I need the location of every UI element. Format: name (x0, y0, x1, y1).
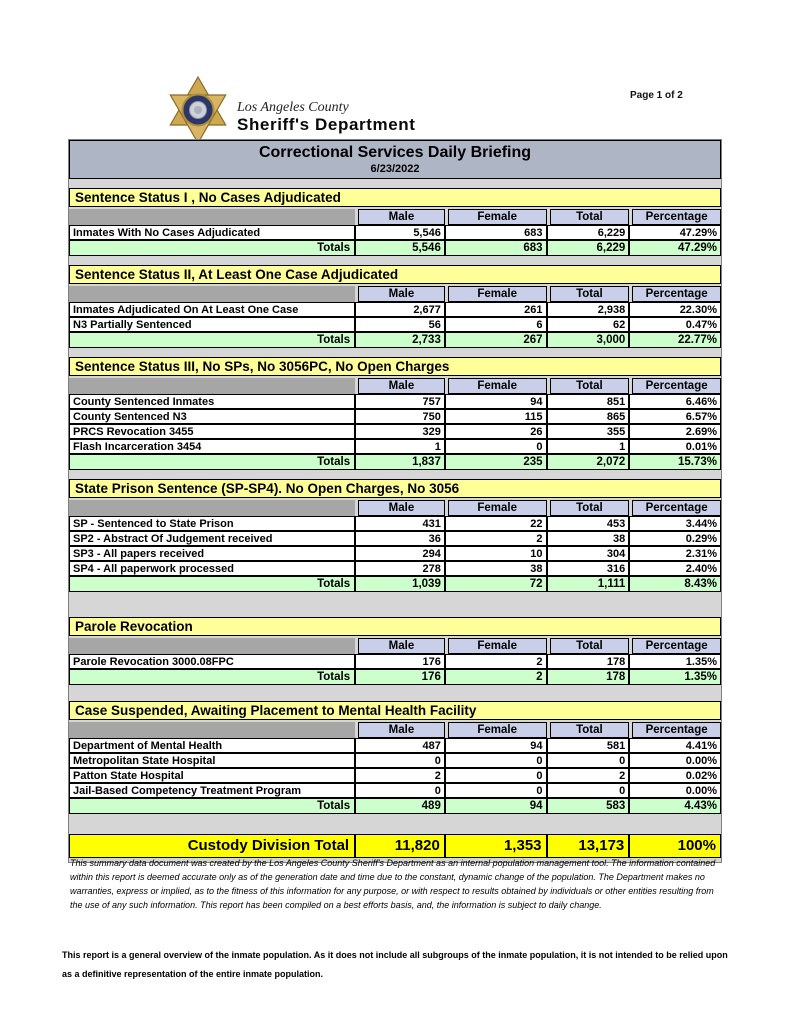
column-header-male: Male (358, 638, 445, 654)
column-header-percentage: Percentage (632, 500, 721, 516)
totals-label: Totals (69, 332, 355, 348)
column-header-total: Total (550, 722, 630, 738)
agency-county: Los Angeles County (237, 100, 349, 115)
table-row (69, 516, 721, 531)
row-label: Inmates With No Cases Adjudicated (69, 225, 355, 240)
row-label: Department of Mental Health (69, 738, 355, 753)
section-rows (69, 302, 721, 332)
cell-male: 0 (355, 783, 445, 798)
totals-male: 1,039 (355, 576, 445, 592)
totals-female: 267 (445, 332, 547, 348)
totals-label: Totals (69, 454, 355, 470)
column-header-row (69, 286, 721, 302)
cell-male: 176 (355, 654, 445, 669)
totals-female: 94 (445, 798, 547, 814)
section-rows (69, 225, 721, 240)
totals-percentage: 1.35% (629, 669, 721, 685)
cell-male: 5,546 (355, 225, 445, 240)
cell-percentage: 47.29% (629, 225, 721, 240)
cell-total: 6,229 (547, 225, 630, 240)
report-date: 6/23/2022 (370, 163, 420, 175)
totals-percentage: 47.29% (629, 240, 721, 256)
table-row (69, 424, 721, 439)
cell-female: 261 (445, 302, 547, 317)
column-header-spacer (69, 500, 355, 516)
table-row (69, 317, 721, 332)
cell-percentage: 0.02% (629, 768, 721, 783)
cell-total: 304 (547, 546, 630, 561)
cell-percentage: 22.30% (629, 302, 721, 317)
totals-female: 683 (445, 240, 547, 256)
column-header-spacer (69, 638, 355, 654)
cell-male: 56 (355, 317, 445, 332)
column-header-female: Female (448, 286, 547, 302)
column-header-row (69, 500, 721, 516)
column-header-total: Total (550, 286, 630, 302)
totals-label: Totals (69, 576, 355, 592)
totals-female: 235 (445, 454, 547, 470)
cell-male: 0 (355, 753, 445, 768)
grand-total-female: 1,353 (445, 834, 547, 858)
cell-female: 0 (445, 783, 547, 798)
cell-total: 2,938 (547, 302, 630, 317)
agency-name (237, 90, 416, 135)
section-heading: Parole Revocation (69, 617, 721, 636)
totals-label: Totals (69, 798, 355, 814)
table-row (69, 738, 721, 753)
section (69, 357, 721, 470)
disclaimer-text: This summary data document was created by the Los Angeles County Sheriff's Department as an internal population management tool. The information contained within this report is deemed accurate only as of the generation date and time due to the constant, dynamic change of the population. The Department makes no warranties, express or implied, as to the fitness of this information for any purpose, or with respect to results obtained by individuals or other entities resulting from the use of any such information. This report has been compiled on a best efforts basis, and, the information is subject to daily change. (70, 858, 716, 910)
totals-percentage: 22.77% (629, 332, 721, 348)
row-label: SP - Sentenced to State Prison (69, 516, 355, 531)
section (69, 265, 721, 348)
cell-total: 1 (547, 439, 630, 454)
column-header-female: Female (448, 722, 547, 738)
cell-percentage: 2.69% (629, 424, 721, 439)
cell-percentage: 2.31% (629, 546, 721, 561)
cell-total: 0 (547, 753, 630, 768)
totals-row (69, 576, 721, 592)
column-header-row (69, 209, 721, 225)
totals-label: Totals (69, 240, 355, 256)
column-header-spacer (69, 378, 355, 394)
cell-percentage: 0.01% (629, 439, 721, 454)
totals-row (69, 454, 721, 470)
section-heading: State Prison Sentence (SP-SP4). No Open Charges, No 3056 (69, 479, 721, 498)
cell-male: 757 (355, 394, 445, 409)
cell-total: 316 (547, 561, 630, 576)
section-heading: Case Suspended, Awaiting Placement to Mental Health Facility (69, 701, 721, 720)
column-header-total: Total (550, 378, 630, 394)
table-row (69, 783, 721, 798)
column-header-total: Total (550, 500, 630, 516)
totals-male: 2,733 (355, 332, 445, 348)
row-label: Metropolitan State Hospital (69, 753, 355, 768)
row-label: Inmates Adjudicated On At Least One Case (69, 302, 355, 317)
column-header-spacer (69, 209, 355, 225)
totals-total: 6,229 (547, 240, 630, 256)
cell-total: 851 (547, 394, 630, 409)
column-header-row (69, 722, 721, 738)
cell-female: 2 (445, 531, 547, 546)
cell-female: 22 (445, 516, 547, 531)
section-rows (69, 738, 721, 798)
section (69, 479, 721, 592)
note-text: This report is a general overview of the inmate population. As it does not include all subgroups of the inmate population, it is not intended to be relied upon as a definitive representation of the entire inmate population. (62, 950, 728, 979)
cell-male: 487 (355, 738, 445, 753)
table-row (69, 409, 721, 424)
column-header-total: Total (550, 638, 630, 654)
totals-total: 178 (547, 669, 630, 685)
row-label: County Sentenced N3 (69, 409, 355, 424)
table-row (69, 654, 721, 669)
cell-percentage: 3.44% (629, 516, 721, 531)
column-header-spacer (69, 722, 355, 738)
table-row (69, 225, 721, 240)
totals-male: 1,837 (355, 454, 445, 470)
totals-male: 5,546 (355, 240, 445, 256)
cell-total: 0 (547, 783, 630, 798)
section (69, 188, 721, 256)
row-label: Patton State Hospital (69, 768, 355, 783)
grand-total-row (69, 834, 721, 858)
table-row (69, 753, 721, 768)
agency-department: Sheriff's Department (237, 115, 416, 134)
row-label: SP3 - All papers received (69, 546, 355, 561)
row-label: Jail-Based Competency Treatment Program (69, 783, 355, 798)
column-header-male: Male (358, 286, 445, 302)
column-header-percentage: Percentage (632, 638, 721, 654)
totals-total: 1,111 (547, 576, 630, 592)
cell-percentage: 6.46% (629, 394, 721, 409)
cell-male: 431 (355, 516, 445, 531)
cell-male: 2 (355, 768, 445, 783)
row-label: Parole Revocation 3000.08FPC (69, 654, 355, 669)
row-label: SP4 - All paperwork processed (69, 561, 355, 576)
cell-male: 278 (355, 561, 445, 576)
column-header-female: Female (448, 638, 547, 654)
totals-total: 3,000 (547, 332, 630, 348)
totals-total: 2,072 (547, 454, 630, 470)
cell-female: 115 (445, 409, 547, 424)
totals-male: 176 (355, 669, 445, 685)
column-header-row (69, 378, 721, 394)
cell-female: 683 (445, 225, 547, 240)
totals-label: Totals (69, 669, 355, 685)
row-label: SP2 - Abstract Of Judgement received (69, 531, 355, 546)
cell-percentage: 0.29% (629, 531, 721, 546)
cell-female: 10 (445, 546, 547, 561)
section-rows (69, 516, 721, 576)
totals-female: 72 (445, 576, 547, 592)
column-header-female: Female (448, 378, 547, 394)
totals-row (69, 332, 721, 348)
grand-total-percentage: 100% (629, 834, 721, 858)
column-header-total: Total (550, 209, 630, 225)
column-header-male: Male (358, 500, 445, 516)
report-title-bar (69, 140, 721, 179)
cell-total: 38 (547, 531, 630, 546)
column-header-row (69, 638, 721, 654)
section (69, 617, 721, 685)
cell-male: 329 (355, 424, 445, 439)
table-row (69, 546, 721, 561)
row-label: County Sentenced Inmates (69, 394, 355, 409)
cell-male: 2,677 (355, 302, 445, 317)
cell-total: 453 (547, 516, 630, 531)
section-heading: Sentence Status II, At Least One Case Adjudicated (69, 265, 721, 284)
report-title: Correctional Services Daily Briefing (258, 144, 532, 161)
cell-percentage: 4.41% (629, 738, 721, 753)
column-header-spacer (69, 286, 355, 302)
column-header-percentage: Percentage (632, 378, 721, 394)
cell-female: 38 (445, 561, 547, 576)
grand-total-label: Custody Division Total (69, 834, 355, 858)
grand-total-total: 13,173 (547, 834, 630, 858)
column-header-percentage: Percentage (632, 209, 721, 225)
totals-row (69, 798, 721, 814)
sections (69, 188, 721, 814)
cell-percentage: 1.35% (629, 654, 721, 669)
table-row (69, 531, 721, 546)
totals-row (69, 669, 721, 685)
cell-female: 94 (445, 738, 547, 753)
section-heading: Sentence Status III, No SPs, No 3056PC, No Open Charges (69, 357, 721, 376)
column-header-percentage: Percentage (632, 286, 721, 302)
cell-female: 94 (445, 394, 547, 409)
table-row (69, 439, 721, 454)
totals-percentage: 4.43% (629, 798, 721, 814)
row-label: PRCS Revocation 3455 (69, 424, 355, 439)
row-label: Flash Incarceration 3454 (69, 439, 355, 454)
cell-female: 0 (445, 753, 547, 768)
column-header-male: Male (358, 209, 445, 225)
totals-total: 583 (547, 798, 630, 814)
column-header-female: Female (448, 209, 547, 225)
cell-total: 178 (547, 654, 630, 669)
cell-male: 1 (355, 439, 445, 454)
table-row (69, 561, 721, 576)
cell-total: 62 (547, 317, 630, 332)
section-rows (69, 394, 721, 454)
cell-percentage: 2.40% (629, 561, 721, 576)
cell-male: 36 (355, 531, 445, 546)
cell-female: 2 (445, 654, 547, 669)
totals-percentage: 8.43% (629, 576, 721, 592)
table-row (69, 394, 721, 409)
table-row (69, 768, 721, 783)
column-header-male: Male (358, 722, 445, 738)
cell-male: 294 (355, 546, 445, 561)
cell-total: 355 (547, 424, 630, 439)
cell-female: 6 (445, 317, 547, 332)
report (68, 139, 722, 863)
grand-total-male: 11,820 (355, 834, 445, 858)
cell-female: 0 (445, 768, 547, 783)
totals-percentage: 15.73% (629, 454, 721, 470)
cell-percentage: 0.47% (629, 317, 721, 332)
cell-percentage: 6.57% (629, 409, 721, 424)
cell-male: 750 (355, 409, 445, 424)
cell-total: 2 (547, 768, 630, 783)
section-heading: Sentence Status I , No Cases Adjudicated (69, 188, 721, 207)
section-rows (69, 654, 721, 669)
cell-total: 865 (547, 409, 630, 424)
column-header-female: Female (448, 500, 547, 516)
cell-total: 581 (547, 738, 630, 753)
totals-male: 489 (355, 798, 445, 814)
totals-row (69, 240, 721, 256)
page-indicator: Page 1 of 2 (630, 90, 683, 101)
column-header-percentage: Percentage (632, 722, 721, 738)
cell-percentage: 0.00% (629, 783, 721, 798)
cell-female: 26 (445, 424, 547, 439)
row-label: N3 Partially Sentenced (69, 317, 355, 332)
cell-percentage: 0.00% (629, 753, 721, 768)
table-row (69, 302, 721, 317)
totals-female: 2 (445, 669, 547, 685)
column-header-male: Male (358, 378, 445, 394)
section (69, 701, 721, 814)
cell-female: 0 (445, 439, 547, 454)
